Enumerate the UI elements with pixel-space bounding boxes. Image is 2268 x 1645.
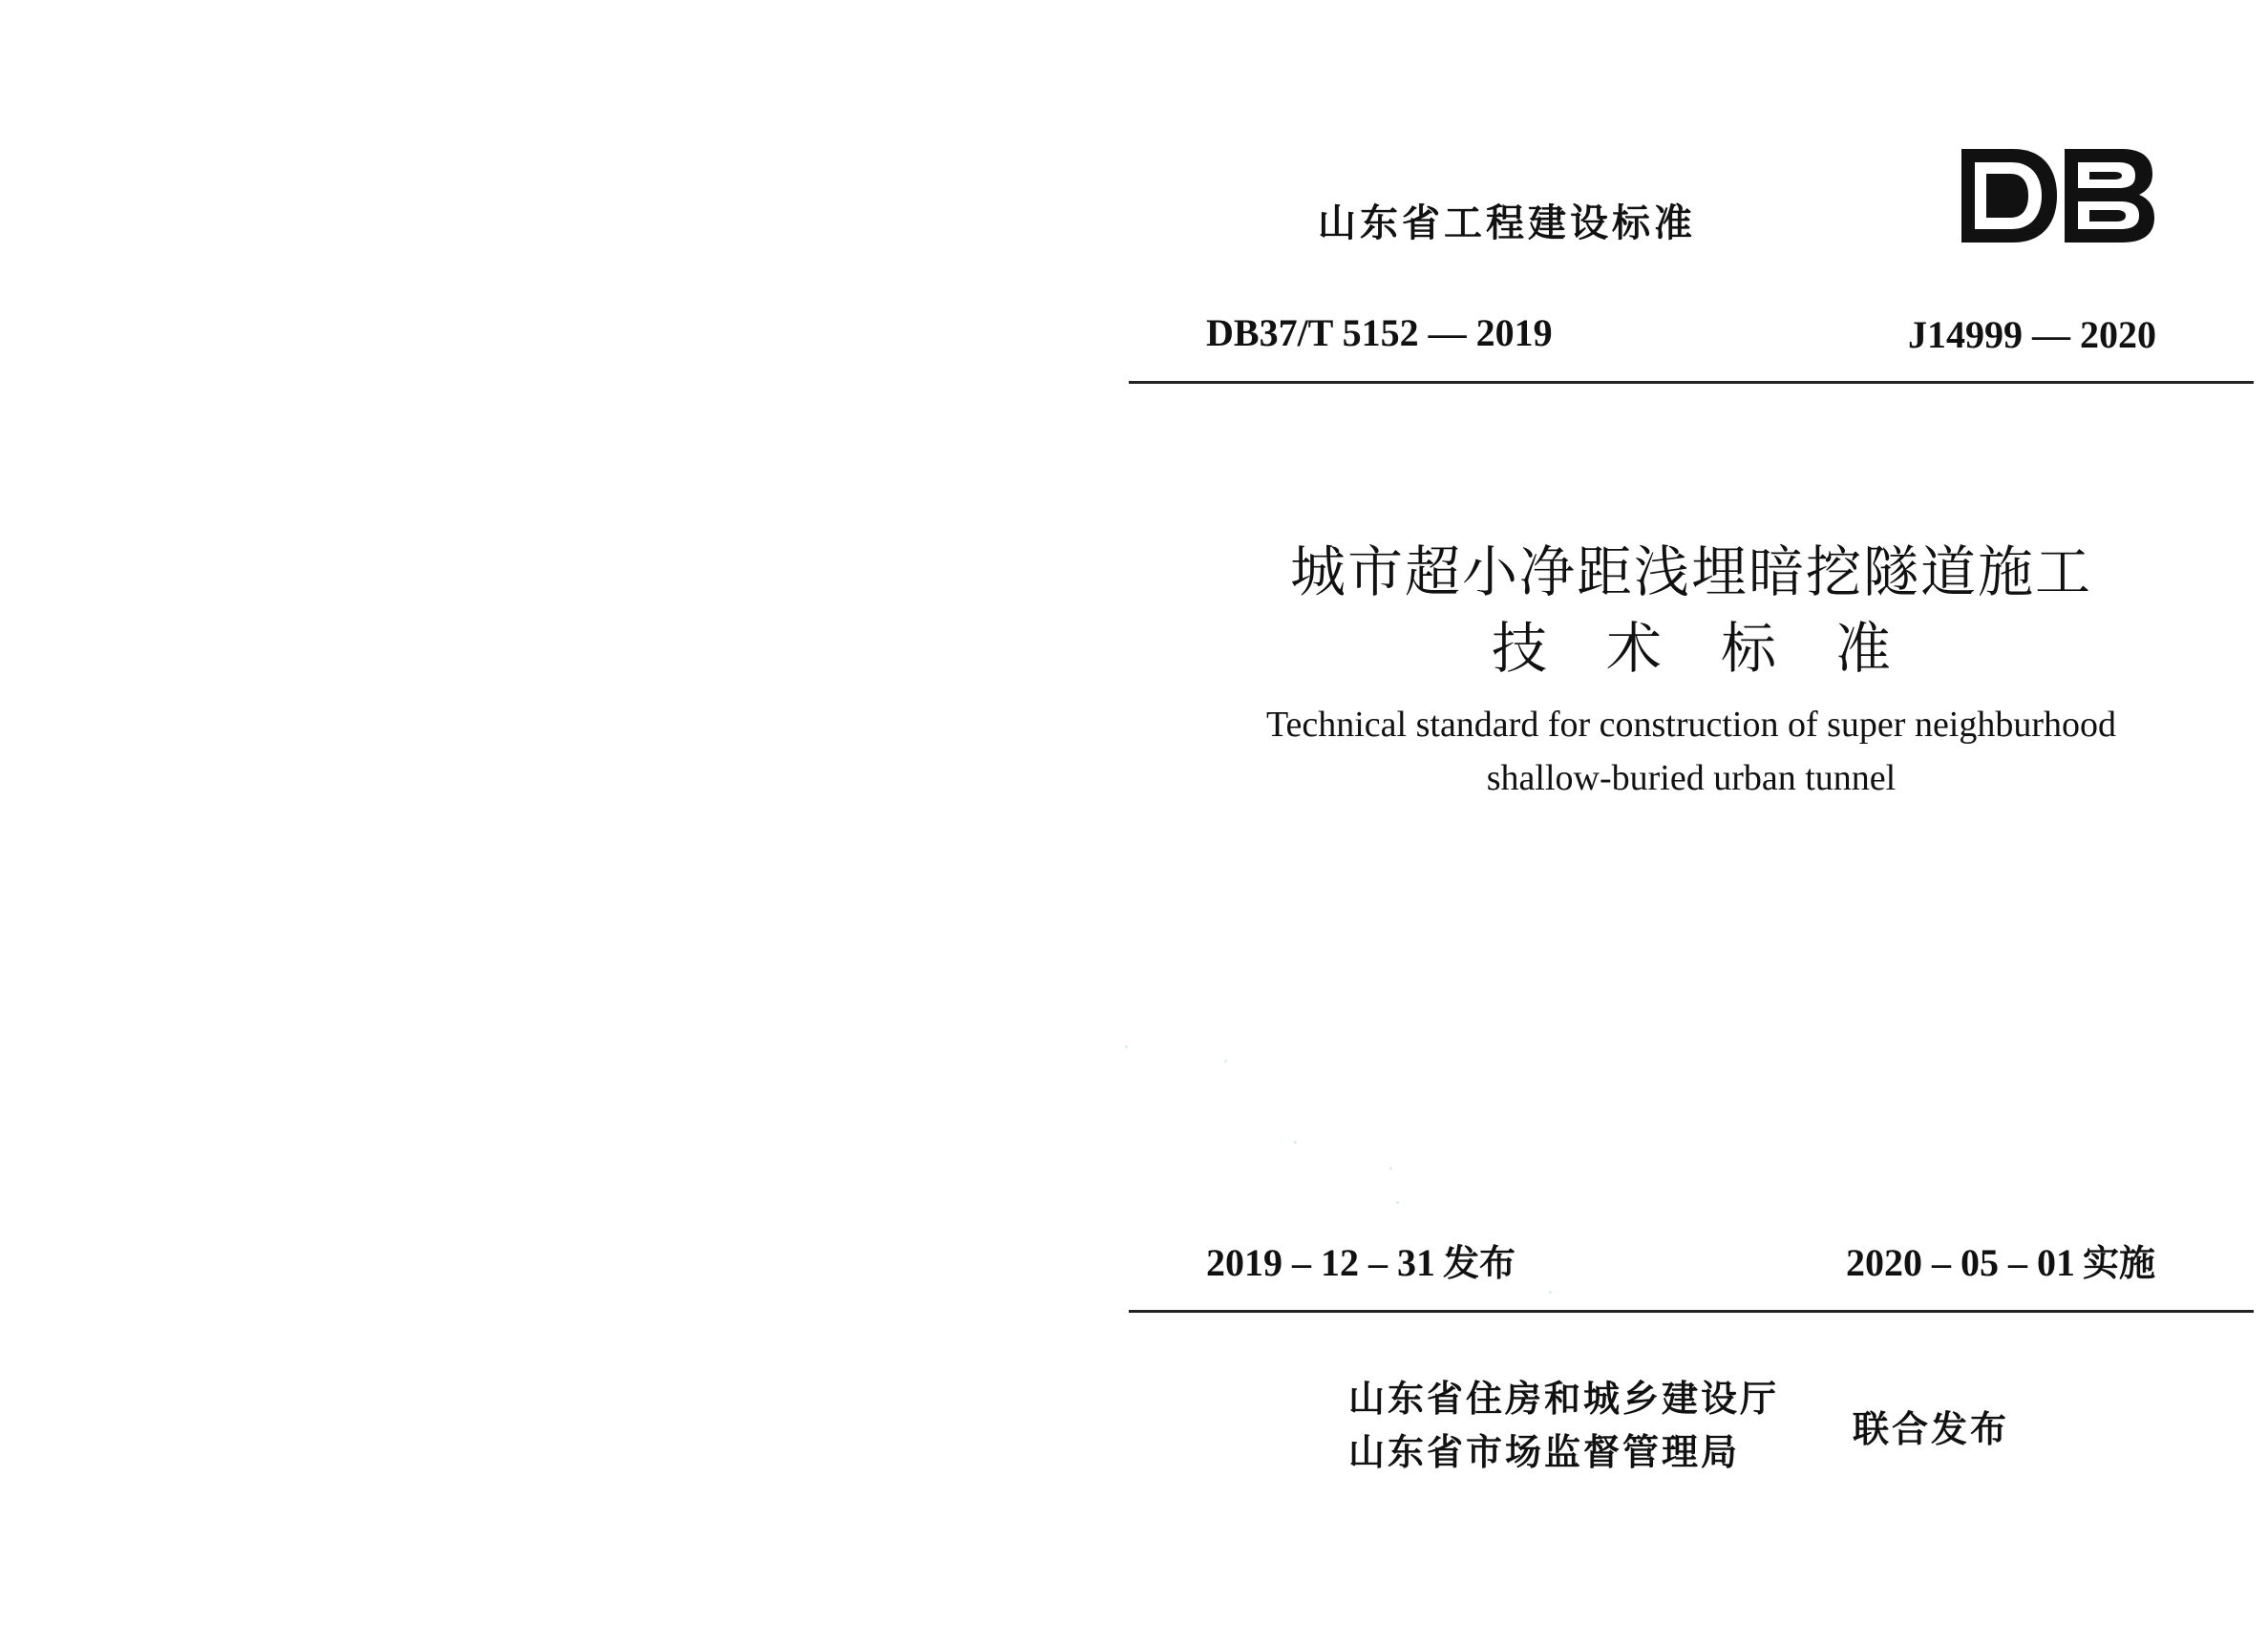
record-code: J14999 — 2020 [1908,313,2156,356]
issue-date-value: 2019 – 12 – 31 [1206,1241,1435,1284]
authority-housing-department: 山东省住房和城乡建设厅 [1348,1378,1780,1420]
scan-speckle [1294,1141,1297,1144]
bottom-divider [1129,1310,2254,1313]
title-english-line-1: Technical standard for construction of super neighburhood [1265,705,2117,745]
db-logo [1958,143,2158,248]
top-divider [1129,381,2254,384]
standard-category: 山东省工程建设标准 [1318,201,1696,245]
issue-date-label: 发布 [1443,1242,1516,1284]
standard-code: DB37/T 5152 — 2019 [1206,311,1553,354]
scan-speckle [1389,1167,1392,1170]
joint-release-label: 联合发布 [1853,1408,2010,1450]
implementation-date-value: 2020 – 05 – 01 [1845,1241,2075,1284]
implementation-date [1846,1234,2155,1286]
scan-speckle [1549,1291,1552,1294]
issuing-authorities [1348,1372,1779,1479]
scan-speckle [1125,1045,1128,1048]
issue-date [1206,1234,1516,1286]
authority-market-regulation: 山东省市场监督管理局 [1348,1431,1741,1473]
implementation-date-label: 实施 [2082,1242,2155,1284]
title-chinese-line-2: 技术标准 [1491,616,1950,681]
scan-speckle [1396,1201,1399,1204]
title-english-line-2: shallow-buried urban tunnel [1486,758,1897,798]
title-chinese-line-1: 城市超小净距浅埋暗挖隧道施工 [1289,539,2092,604]
scan-speckle [1224,1060,1227,1063]
